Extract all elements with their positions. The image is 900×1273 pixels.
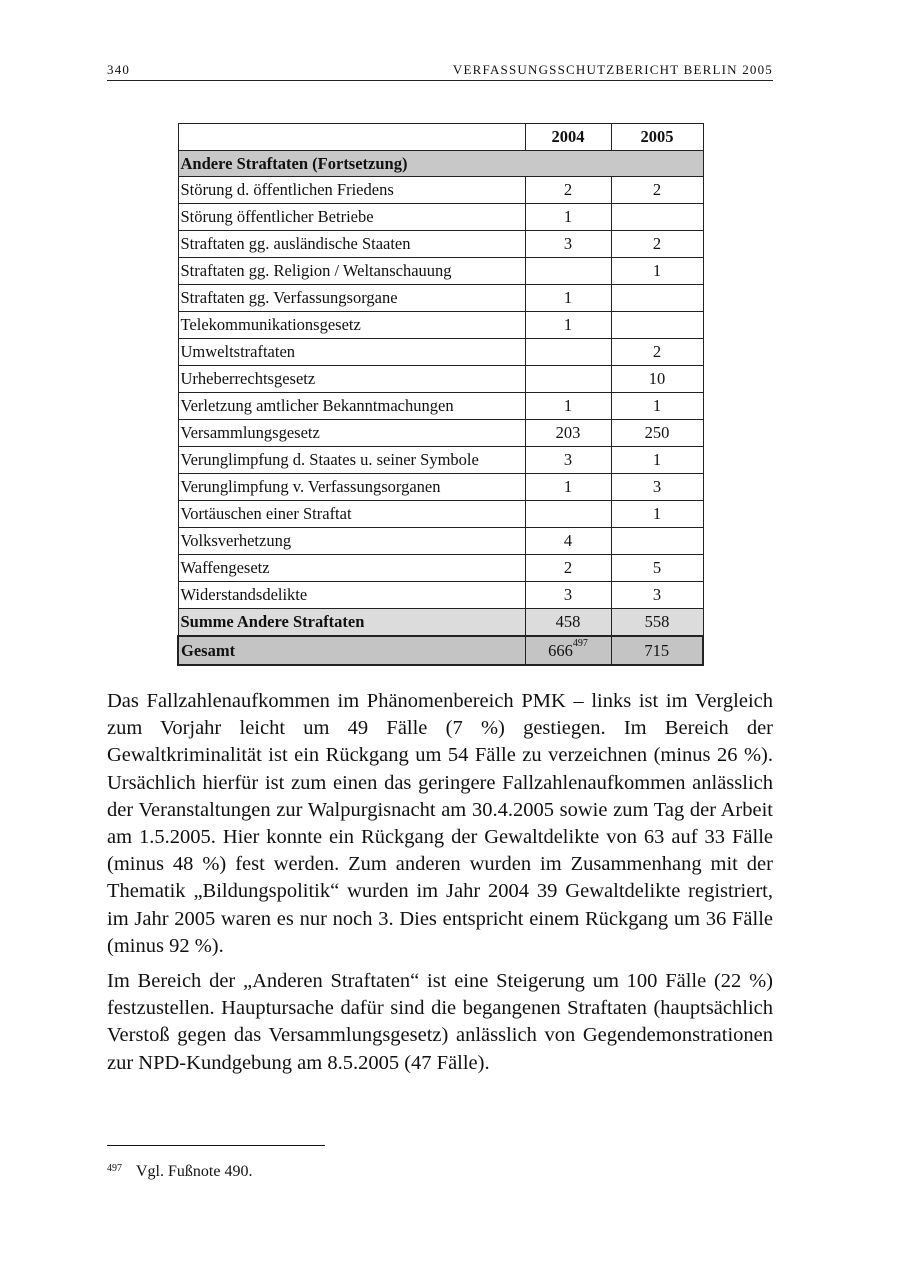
column-header-2004: 2004	[525, 124, 611, 151]
page-number: 340	[107, 62, 131, 77]
body-text	[107, 688, 773, 1085]
row-value-2005	[611, 312, 703, 339]
total-2004: 666	[548, 641, 573, 660]
table-row	[178, 582, 703, 609]
table-row	[178, 528, 703, 555]
row-label: Urheberrechtsgesetz	[178, 366, 525, 393]
table-row	[178, 420, 703, 447]
table-row	[178, 177, 703, 204]
row-value-2004: 1	[525, 285, 611, 312]
row-value-2005: 3	[611, 474, 703, 501]
row-value-2004: 3	[525, 447, 611, 474]
row-label: Verunglimpfung d. Staates u. seiner Symbole	[178, 447, 525, 474]
row-label: Straftaten gg. Religion / Weltanschauung	[178, 258, 525, 285]
row-value-2004: 1	[525, 204, 611, 231]
row-value-2004	[525, 339, 611, 366]
table-row	[178, 474, 703, 501]
row-value-2005: 2	[611, 177, 703, 204]
row-value-2005	[611, 204, 703, 231]
footnote-text: Vgl. Fußnote 490.	[136, 1163, 253, 1180]
total-2004-cell	[525, 636, 611, 665]
row-value-2004	[525, 501, 611, 528]
row-value-2004	[525, 366, 611, 393]
row-value-2004	[525, 258, 611, 285]
table-header-row	[178, 124, 703, 151]
row-label: Telekommunikationsgesetz	[178, 312, 525, 339]
table-row	[178, 231, 703, 258]
total-row	[178, 636, 703, 665]
table-row	[178, 204, 703, 231]
running-header	[107, 62, 773, 81]
row-label: Straftaten gg. ausländische Staaten	[178, 231, 525, 258]
footnote-ref-497[interactable]: 497	[572, 638, 588, 649]
table-row	[178, 366, 703, 393]
column-header-category	[178, 124, 525, 151]
footnote-rule	[107, 1145, 325, 1146]
table-row	[178, 285, 703, 312]
row-value-2004: 2	[525, 177, 611, 204]
row-label: Vortäuschen einer Straftat	[178, 501, 525, 528]
row-value-2004: 3	[525, 582, 611, 609]
row-value-2005: 1	[611, 393, 703, 420]
row-value-2004: 3	[525, 231, 611, 258]
table-row	[178, 312, 703, 339]
row-value-2004: 1	[525, 393, 611, 420]
section-row	[178, 151, 703, 177]
row-label: Störung d. öffentlichen Friedens	[178, 177, 525, 204]
row-label: Volksverhetzung	[178, 528, 525, 555]
sum-label: Summe Andere Straftaten	[178, 609, 525, 637]
row-value-2005: 1	[611, 258, 703, 285]
paragraph: Das Fallzahlenaufkommen im Phänomenbereich PMK – links ist im Vergleich zum Vorjahr leicht um 49 Fälle (7 %) gestiegen. Im Bereich der Gewaltkriminalität ist ein Rückgang um 54 Fälle zu verzeichnen (minus 26 %). Ursächlich hierfür ist zum einen das geringere Fallzahlenaufkommen anlässlich der Veranstaltungen zur Walpurgisnacht am 30.4.2005 sowie zum Tag der Arbeit am 1.5.2005. Hier konnte ein Rückgang der Gewaltdelikte von 63 auf 33 Fälle (minus 48 %) fest werden. Zum anderen wurden im Zusammenhang mit der Thematik „Bildungspolitik“ wurden im Jahr 2004 39 Gewaltdelikte registriert, im Jahr 2005 waren es nur noch 3. Dies entspricht einem Rückgang um 36 Fälle (minus 92 %).	[107, 690, 773, 957]
row-value-2005: 250	[611, 420, 703, 447]
total-label: Gesamt	[178, 636, 525, 665]
table-row	[178, 339, 703, 366]
row-value-2005	[611, 528, 703, 555]
footnote-number: 497	[107, 1163, 122, 1174]
table-row	[178, 447, 703, 474]
row-value-2005	[611, 285, 703, 312]
row-label: Straftaten gg. Verfassungsorgane	[178, 285, 525, 312]
column-header-2005: 2005	[611, 124, 703, 151]
sum-2004: 458	[525, 609, 611, 637]
row-value-2004: 1	[525, 312, 611, 339]
row-label: Störung öffentlicher Betriebe	[178, 204, 525, 231]
row-label: Umweltstraftaten	[178, 339, 525, 366]
row-value-2004: 1	[525, 474, 611, 501]
row-value-2005: 3	[611, 582, 703, 609]
row-value-2004: 2	[525, 555, 611, 582]
row-value-2005: 2	[611, 339, 703, 366]
row-value-2004: 203	[525, 420, 611, 447]
row-label: Verunglimpfung v. Verfassungsorganen	[178, 474, 525, 501]
row-label: Versammlungsgesetz	[178, 420, 525, 447]
row-value-2004: 4	[525, 528, 611, 555]
footnote	[107, 1163, 252, 1181]
table-row	[178, 393, 703, 420]
row-label: Verletzung amtlicher Bekanntmachungen	[178, 393, 525, 420]
statistics-table	[177, 123, 704, 666]
paragraph: Im Bereich der „Anderen Straftaten“ ist eine Steigerung um 100 Fälle (22 %) festzustellen. Hauptursache dafür sind die begangenen Straftaten (hauptsächlich Verstoß gegen das Versammlungsgesetz) anlässlich von Gegendemonstrationen zur NPD-Kundgebung am 8.5.2005 (47 Fälle).	[107, 970, 773, 1074]
row-value-2005: 1	[611, 447, 703, 474]
running-title: VERFASSUNGSSCHUTZBERICHT BERLIN 2005	[452, 62, 773, 77]
sum-row	[178, 609, 703, 637]
row-label: Widerstandsdelikte	[178, 582, 525, 609]
table-row	[178, 258, 703, 285]
total-2005: 715	[611, 636, 703, 665]
row-value-2005: 1	[611, 501, 703, 528]
sum-2005: 558	[611, 609, 703, 637]
row-value-2005: 2	[611, 231, 703, 258]
row-value-2005: 10	[611, 366, 703, 393]
table-row	[178, 555, 703, 582]
section-label: Andere Straftaten (Fortsetzung)	[178, 151, 703, 177]
row-value-2005: 5	[611, 555, 703, 582]
table-row	[178, 501, 703, 528]
row-label: Waffengesetz	[178, 555, 525, 582]
